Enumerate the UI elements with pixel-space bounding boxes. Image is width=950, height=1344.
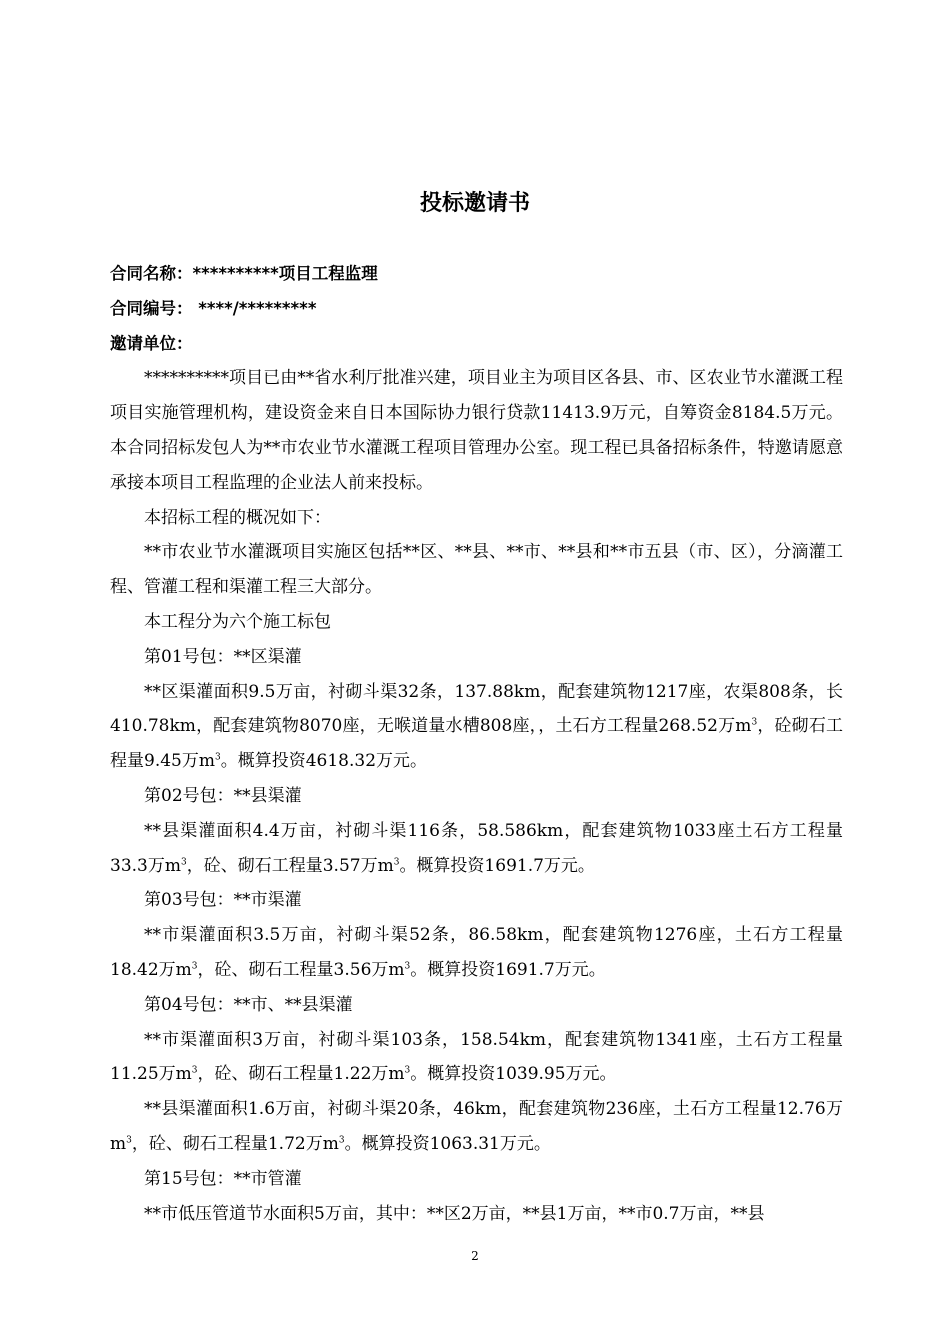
package-15-heading: 第15号包：**市管灌: [144, 1168, 302, 1189]
contract-number: 合同编号： ****/*********: [110, 298, 317, 318]
document-title: 投标邀请书: [419, 191, 530, 216]
package-01-paragraph: **区渠灌面积9.5万亩，衬砌斗渠32条，137.88km，配套建筑物1217座，农渠808条，长410.78km，配套建筑物8070座，无喉道量水槽808座，，土石方工程量268.52万$m^3$，砼砌石工程量9.45万$m^3$。概算投资4618.32万元。: [110, 681, 844, 772]
overview-paragraph: **市农业节水灌溉项目实施区包括**区、**县、**市、**县和**市五县（市、区），分滴灌工程、管灌工程和渠灌工程三大部分。: [110, 542, 843, 598]
package-03-paragraph: **市渠灌面积3.5万亩，衬砌斗渠52条，86.58km，配套建筑物1276座，土石方工程量18.42万$m^3$，砼、砌石工程量3.56万$m^3$。概算投资1691.7万元。: [110, 925, 843, 980]
overview-heading: 本招标工程的概况如下：: [144, 507, 331, 528]
package-04-heading: 第04号包：**市、**县渠灌: [144, 994, 353, 1015]
invite-unit: 邀请单位：: [110, 333, 193, 353]
package-04a-paragraph: **市渠灌面积3万亩，衬砌斗渠103条，158.54km，配套建筑物1341座，土石方工程量11.25万$m^3$，砼、砌石工程量1.22万$m^3$。概算投资1039.95万元。: [110, 1029, 843, 1085]
contract-name: 合同名称：**********项目工程监理: [110, 264, 378, 283]
package-04b-paragraph: **县渠灌面积1.6万亩，衬砌斗渠20条，46km，配套建筑物236座，土石方工程量12.76万$m^3$，砼、砌石工程量1.72万$m^3$。概算投资1063.31万元。: [110, 1099, 843, 1154]
package-01-heading: 第01号包：**区渠灌: [144, 646, 302, 667]
package-02-paragraph: **县渠灌面积4.4万亩，衬砌斗渠116条，58.586km，配套建筑物1033座土石方工程量33.3万$m^3$，砼、砌石工程量3.57万$m^3$。概算投资1691.7万元。: [110, 820, 843, 876]
document-body: [110, 257, 843, 1231]
packages-heading: 本工程分为六个施工标包: [144, 611, 331, 632]
package-02-heading: 第02号包：**县渠灌: [144, 785, 302, 806]
intro-paragraph: **********项目已由**省水利厅批准兴建，项目业主为项目区各县、市、区农业节水灌溉工程项目实施管理机构，建设资金来自日本国际协力银行贷款11413.9万元，自筹资金8184.5万元。本合同招标发包人为**市农业节水灌溉工程项目管理办公室。现工程已具备招标条件，特邀请愿意承接本项目工程监理的企业法人前来投标。: [110, 368, 843, 493]
page-number: 2: [471, 1249, 479, 1263]
package-03-heading: 第03号包：**市渠灌: [144, 890, 302, 911]
package-15-paragraph: **市低压管道节水面积5万亩，其中：**区2万亩，**县1万亩，**市0.7万亩，**县: [144, 1203, 765, 1224]
